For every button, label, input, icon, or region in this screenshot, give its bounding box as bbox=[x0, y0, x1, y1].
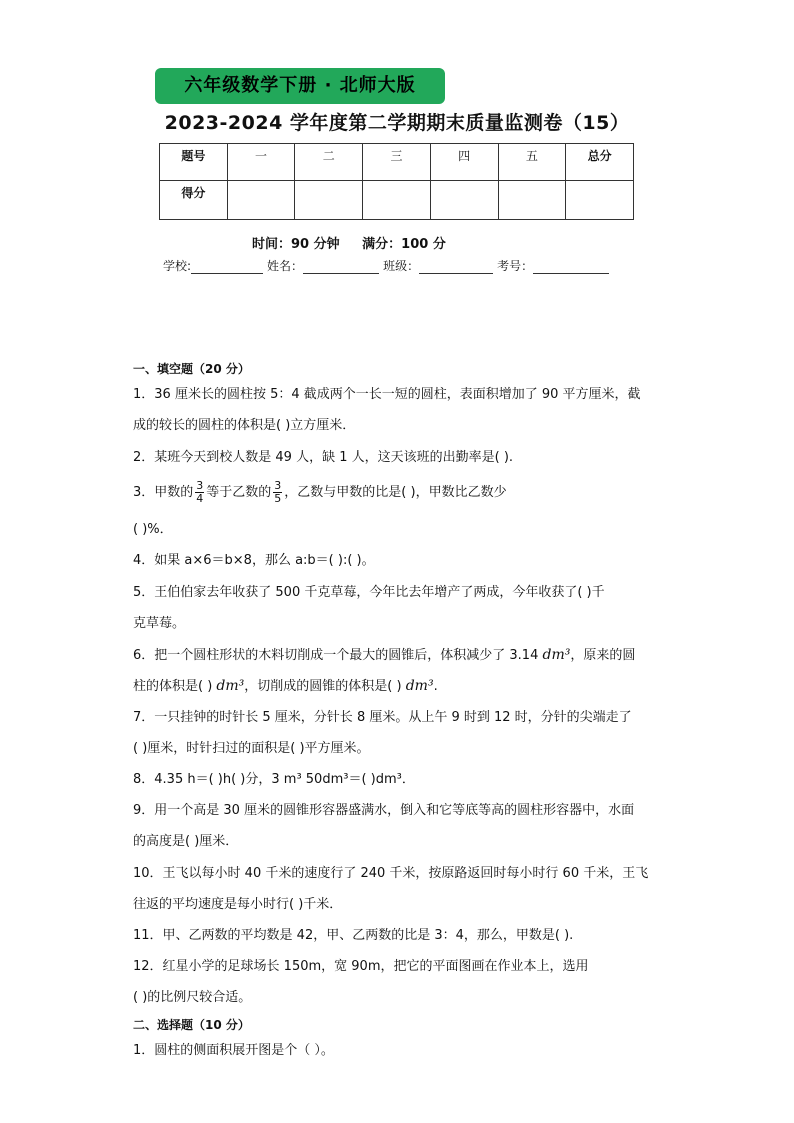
question-3-line-2: ( )%． bbox=[133, 522, 173, 537]
question-9-line-2: 的高度是( )厘米． bbox=[133, 834, 239, 849]
question-10-line-1: 10．王飞以每小时 40 千米的速度行了 240 千米，按原路返回时每小时行 60 千米，王飞 bbox=[133, 866, 649, 881]
section1-title: 一、填空题（20 分） bbox=[133, 362, 250, 376]
q3-text-b: 等于乙数的 bbox=[206, 485, 272, 500]
question-12-line-1: 12．红星小学的足球场长 150m，宽 90m，把它的平面图画在作业本上，选用 bbox=[133, 959, 589, 974]
score-cell[interactable] bbox=[363, 181, 431, 220]
question-2: 2．某班今天到校人数是 49 人，缺 1 人，这天该班的出勤率是( ). bbox=[133, 450, 514, 465]
question-3-line-1 bbox=[133, 480, 663, 505]
exam-time-line bbox=[252, 233, 464, 252]
school-blank[interactable] bbox=[191, 261, 263, 274]
question-7-line-2: ( )厘米，时针扫过的面积是( )平方厘米。 bbox=[133, 741, 370, 756]
score-cell[interactable] bbox=[430, 181, 498, 220]
section2-title: 二、选择题（10 分） bbox=[133, 1018, 250, 1032]
score-header-cell: 四 bbox=[430, 144, 498, 181]
class-label: 班级： bbox=[383, 259, 420, 273]
q3-text-a: 3．甲数的 bbox=[133, 485, 194, 500]
school-label: 学校: bbox=[163, 259, 192, 273]
score-table-score-row bbox=[160, 181, 634, 220]
exam-time: 时间：90 分钟 bbox=[252, 237, 340, 252]
question-5-line-1: 5．王伯伯家去年收获了 500 千克草莓，今年比去年增产了两成，今年收获了( )千 bbox=[133, 585, 605, 600]
score-row-label: 得分 bbox=[160, 181, 228, 220]
score-header-cell: 题号 bbox=[160, 144, 228, 181]
score-header-cell: 一 bbox=[227, 144, 295, 181]
exam-title: 2023-2024 学年度第二学期期末质量监测卷（15） bbox=[164, 112, 630, 134]
question-7-line-1: 7．一只挂钟的时针长 5 厘米，分针长 8 厘米。从上午 9 时到 12 时，分针的尖端走了 bbox=[133, 710, 632, 725]
exam-full-score: 满分：100 分 bbox=[362, 237, 446, 252]
score-cell[interactable] bbox=[498, 181, 566, 220]
score-header-cell: 二 bbox=[295, 144, 363, 181]
q3-text-c: ，乙数与甲数的比是( )，甲数比乙数少 bbox=[284, 485, 507, 500]
question-12-line-2: ( )的比例尺较合适。 bbox=[133, 990, 252, 1005]
class-blank[interactable] bbox=[419, 261, 493, 274]
question-8: 8．4.35 h＝( )h( )分，3 m³ 50dm³＝( )dm³． bbox=[133, 772, 415, 787]
question-4: 4．如果 a×6＝b×8，那么 a:b＝( ):( )。 bbox=[133, 553, 375, 568]
question-1-line-2: 成的较长的圆柱的体积是( )立方厘米． bbox=[133, 418, 356, 433]
student-info-line bbox=[163, 257, 613, 274]
score-cell[interactable] bbox=[227, 181, 295, 220]
question-9-line-1: 9．用一个高是 30 厘米的圆锥形容器盛满水，倒入和它等底等高的圆柱形容器中，水面 bbox=[133, 803, 635, 818]
score-table bbox=[159, 143, 634, 220]
score-header-cell: 三 bbox=[363, 144, 431, 181]
score-header-cell: 五 bbox=[498, 144, 566, 181]
score-table-header-row bbox=[160, 144, 634, 181]
name-label: 姓名： bbox=[267, 259, 304, 273]
fraction-3-5: $\frac{3}{5}$ bbox=[274, 479, 282, 505]
unit-dm3: dm³ bbox=[542, 647, 571, 663]
section2-question-1: 1．圆柱的侧面积展开图是个（ ）。 bbox=[133, 1043, 334, 1058]
unit-dm3: dm³ bbox=[405, 678, 434, 694]
question-5-line-2: 克草莓。 bbox=[133, 616, 186, 631]
edition-badge: 六年级数学下册 · 北师大版 bbox=[155, 68, 445, 104]
score-cell[interactable] bbox=[566, 181, 634, 220]
fraction-3-4: $\frac{3}{4}$ bbox=[196, 479, 204, 505]
score-header-cell: 总分 bbox=[566, 144, 634, 181]
question-1-line-1: 1．36 厘米长的圆柱按 5：4 截成两个一长一短的圆柱，表面积增加了 90 平方厘米，截 bbox=[133, 387, 641, 402]
exam-no-blank[interactable] bbox=[533, 261, 609, 274]
name-blank[interactable] bbox=[303, 261, 379, 274]
question-6-line-1: 6．把一个圆柱形状的木料切削成一个最大的圆锥后，体积减少了 3.14 dm³，原来的圆 bbox=[133, 647, 636, 663]
unit-dm3: dm³ bbox=[216, 678, 245, 694]
exam-no-label: 考号： bbox=[497, 259, 534, 273]
question-11: 11．甲、乙两数的平均数是 42，甲、乙两数的比是 3：4，那么，甲数是( ). bbox=[133, 928, 574, 943]
score-cell[interactable] bbox=[295, 181, 363, 220]
question-6-line-2: 柱的体积是( ) dm³，切削成的圆锥的体积是( ) dm³. bbox=[133, 678, 438, 694]
question-10-line-2: 往返的平均速度是每小时行( )千米． bbox=[133, 897, 343, 912]
